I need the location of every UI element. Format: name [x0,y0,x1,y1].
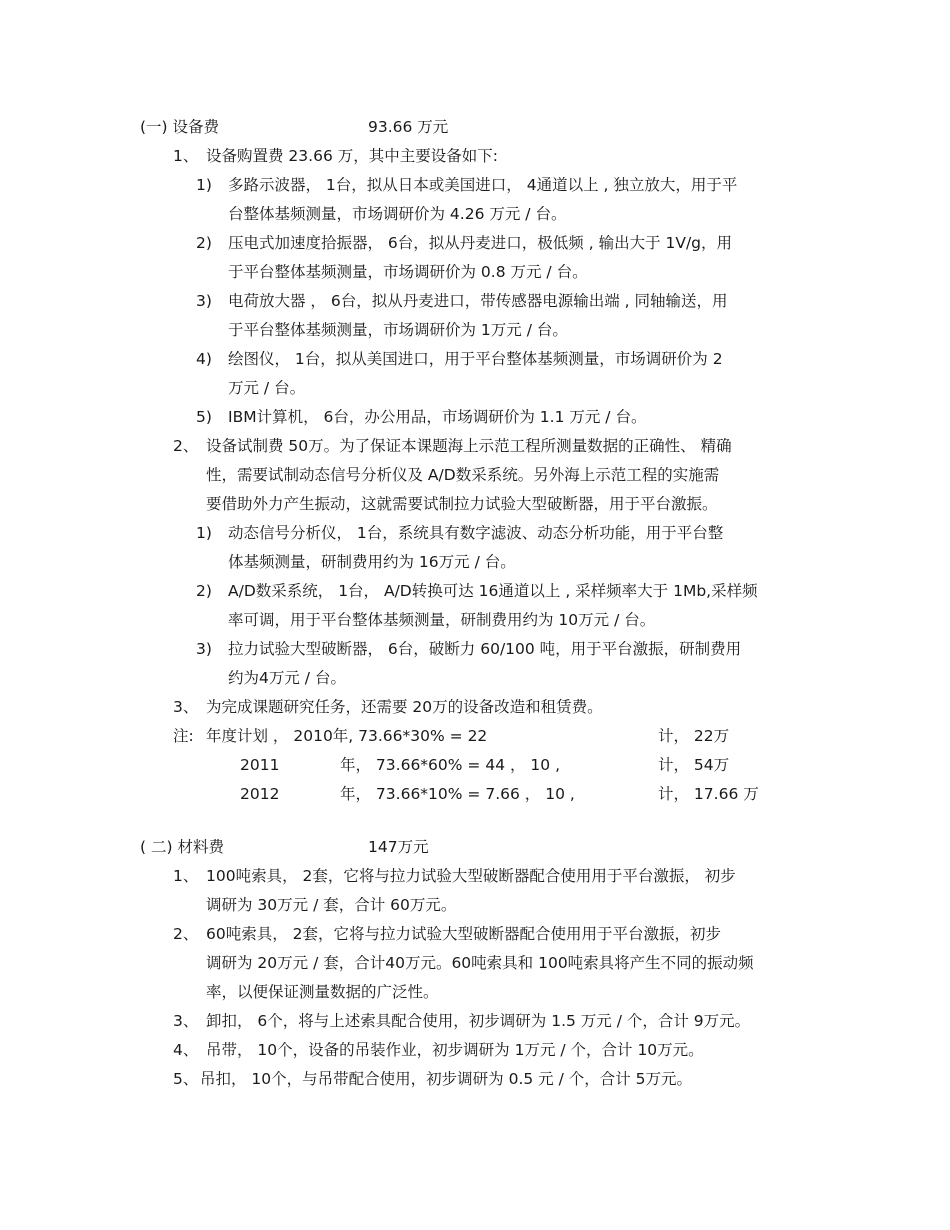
sub-text: 压电式加速度拾振器， 6台，拟从丹麦进口，极低频 , 输出大于 1V/g，用 [228,234,733,252]
item-text: 设备购置费 23.66 万，其中主要设备如下: [206,147,498,165]
note-row-text: 年， 73.66*10% = 7.66 ， 10 , [340,785,575,803]
section1-amount: 93.66 万元 [368,118,449,136]
item-text: 60吨索具， 2套，它将与拉力试验大型破断器配合使用用于平台激振，初步 [206,925,722,943]
item-text: 吊扣， 10个，与吊带配合使用，初步调研为 0.5 元 / 个，合计 5万元。 [200,1070,693,1088]
sub-number: 4) [196,350,212,368]
note-row-year: 2011 [240,756,280,774]
item-text: 率，以便保证测量数据的广泛性。 [206,983,439,1001]
item-text: 卸扣， 6个，将与上述索具配合使用，初步调研为 1.5 万元 / 个，合计 9万元。 [206,1012,751,1030]
note-row-total: 计， 22万 [658,727,730,745]
note-row-text: 年， 73.66*60% = 44 ， 10 , [340,756,560,774]
note-row-text: 年度计划 ， 2010年, 73.66*30% = 22 [206,727,488,745]
sub-text: 体基频测量，研制费用约为 16万元 / 台。 [228,553,516,571]
sub-text: 拉力试验大型破断器， 6台，破断力 60/100 吨，用于平台激振，研制费用 [228,640,742,658]
sub-text: IBM计算机， 6台，办公用品，市场调研价为 1.1 万元 / 台。 [228,408,647,426]
item-text: 调研为 30万元 / 套，合计 60万元。 [206,896,457,914]
sub-text: 于平台整体基频测量，市场调研价为 1万元 / 台。 [228,321,568,339]
item-text: 调研为 20万元 / 套，合计40万元。60吨索具和 100吨索具将产生不同的振动频 [206,954,754,972]
note-row-total: 计， 54万 [658,756,730,774]
item-number: 3、 [173,1012,199,1030]
sub-number: 2) [196,582,212,600]
note-label: 注: [173,727,194,745]
sub-text: 绘图仪， 1台，拟从美国进口，用于平台整体基频测量，市场调研价为 2 [228,350,723,368]
section2-amount: 147万元 [368,838,429,856]
section1-heading: (一) 设备费 [140,118,220,136]
item-text: 性，需要试制动态信号分析仪及 A/D数采系统。另外海上示范工程的实施需 [206,466,720,484]
sub-number: 5) [196,408,212,426]
note-row-year: 2012 [240,785,280,803]
note-row-total: 计， 17.66 万 [658,785,759,803]
sub-text: 动态信号分析仪， 1台，系统具有数字滤波、动态分析功能，用于平台整 [228,524,724,542]
sub-text: 电荷放大器 ， 6台，拟从丹麦进口，带传感器电源输出端 , 同轴输送，用 [228,292,728,310]
item-number: 3、 [173,698,199,716]
item-number: 1、 [173,147,199,165]
sub-text: 率可调，用于平台整体基频测量，研制费用约为 10万元 / 台。 [228,611,656,629]
sub-number: 1) [196,524,212,542]
item-text: 吊带， 10个，设备的吊装作业，初步调研为 1万元 / 个，合计 10万元。 [206,1041,704,1059]
sub-text: 约为4万元 / 台。 [228,669,346,687]
sub-number: 2) [196,234,212,252]
sub-text: 台整体基频测量，市场调研价为 4.26 万元 / 台。 [228,205,567,223]
item-number: 5、 [173,1070,199,1088]
item-number: 1、 [173,867,199,885]
sub-text: 多路示波器， 1台，拟从日本或美国进口， 4通道以上 , 独立放大，用于平 [228,176,738,194]
item-text: 100吨索具， 2套，它将与拉力试验大型破断器配合使用用于平台激振， 初步 [206,867,736,885]
sub-number: 1) [196,176,212,194]
sub-text: 于平台整体基频测量，市场调研价为 0.8 万元 / 台。 [228,263,588,281]
item-number: 2、 [173,437,199,455]
sub-text: 万元 / 台。 [228,379,306,397]
sub-number: 3) [196,292,212,310]
item-text: 设备试制费 50万。为了保证本课题海上示范工程所测量数据的正确性、 精确 [206,437,732,455]
item-text: 为完成课题研究任务，还需要 20万的设备改造和租赁费。 [206,698,603,716]
item-number: 4、 [173,1041,199,1059]
sub-number: 3) [196,640,212,658]
item-text: 要借助外力产生振动，这就需要试制拉力试验大型破断器，用于平台激振。 [206,495,718,513]
section2-heading: ( 二) 材料费 [140,838,224,856]
sub-text: A/D数采系统， 1台， A/D转换可达 16通道以上 , 采样频率大于 1Mb,采样频 [228,582,758,600]
item-number: 2、 [173,925,199,943]
